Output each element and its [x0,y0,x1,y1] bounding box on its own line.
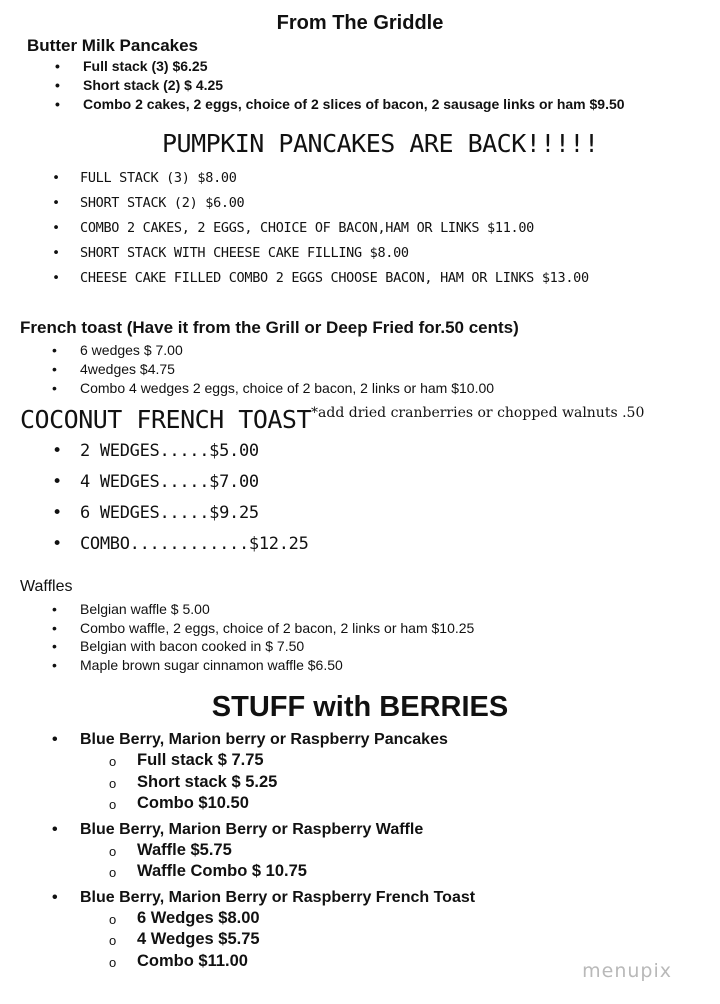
french-toast-list [52,341,495,398]
list-item: • Combo 4 wedges 2 eggs, choice of 2 bacon, 2 links or ham $10.00 [52,380,495,396]
bullet-icon: • [52,380,57,396]
circle-bullet-icon: o [109,754,117,769]
bullet-icon: • [52,441,62,461]
list-item: • Combo 2 cakes, 2 eggs, choice of 2 slices of bacon, 2 sausage links or ham $9.50 [55,96,625,112]
bullet-icon: • [52,170,60,186]
bullet-icon: • [52,888,58,906]
bullet-icon: • [52,361,57,377]
list-item: o 6 Wedges $8.00 [137,908,475,930]
coconut-note: *add dried cranberries or chopped walnuts .50 [311,405,645,421]
list-item: o Combo $10.50 [137,793,475,815]
list-item: • Belgian waffle $ 5.00 [52,601,210,617]
list-item: • Belgian with bacon cooked in $ 7.50 [52,638,305,654]
list-item: o Short stack $ 5.25 [137,772,475,794]
list-item: • SHORT STACK WITH CHEESE CAKE FILLING $8.00 [80,241,589,266]
bullet-icon: • [52,820,58,838]
bullet-icon: • [52,245,60,261]
berries-heading: STUFF with BERRIES [211,691,509,723]
list-item: o Waffle $5.75 [137,840,475,862]
list-item: o Waffle Combo $ 10.75 [137,861,475,883]
bullet-icon: • [52,342,57,358]
bullet-icon: • [55,77,60,93]
list-item: o Combo $11.00 [137,951,475,973]
buttermilk-list [55,57,625,114]
circle-bullet-icon: o [109,933,117,948]
watermark-logo: menupix [582,960,672,982]
bullet-icon: • [55,96,60,112]
bullet-icon: • [52,220,60,236]
bullet-icon: • [52,638,57,654]
list-item: • Maple brown sugar cinnamon waffle $6.50 [52,656,343,673]
berry-group [52,729,475,815]
page-title: From The Griddle [276,12,444,34]
bullet-icon: • [52,195,60,211]
berry-group [52,887,476,973]
buttermilk-heading: Butter Milk Pancakes [27,36,199,55]
berries-list [52,729,476,972]
bullet-icon: • [52,270,60,286]
circle-bullet-icon: o [109,775,117,791]
berry-options [80,750,475,815]
coconut-list [52,436,309,560]
pumpkin-heading: PUMPKIN PANCAKES ARE BACK!!!!! [162,129,599,158]
list-item: • Short stack (2) $ 4.25 [55,77,224,93]
bullet-icon: • [52,656,57,673]
coconut-heading [20,405,644,434]
list-item: • 4wedges $4.75 [52,361,175,377]
bullet-icon: • [52,534,62,554]
circle-bullet-icon: o [109,954,117,970]
list-item: • COMBO............$12.25 [80,529,309,560]
list-item: • 6 wedges $ 7.00 [52,342,183,358]
list-item: • SHORT STACK (2) $6.00 [80,191,589,216]
circle-bullet-icon: o [109,797,117,812]
bullet-icon: • [52,601,57,617]
berry-options [80,908,475,973]
bullet-icon: • [55,58,60,74]
list-item: • COMBO 2 CAKES, 2 EGGS, CHOICE OF BACON,HAM OR LINKS $11.00 [80,216,589,241]
waffles-heading: Waffles [20,578,73,595]
berry-options [80,840,475,883]
berry-group [52,819,475,883]
coconut-title: COCONUT FRENCH TOAST [20,405,312,434]
bullet-icon: • [52,472,62,492]
circle-bullet-icon: o [109,843,117,859]
list-item: o Full stack $ 7.75 [137,750,475,772]
berry-group-label: Blue Berry, Marion Berry or Raspberry French Toast [80,888,476,906]
list-item: • Full stack (3) $6.25 [55,58,208,74]
bullet-icon: • [52,619,57,636]
berry-group-label: Blue Berry, Marion Berry or Raspberry Waffle [80,820,424,838]
bullet-icon: • [52,731,58,748]
list-item: • 2 WEDGES.....$5.00 [80,436,309,467]
list-item: • 4 WEDGES.....$7.00 [80,467,309,498]
list-item: o 4 Wedges $5.75 [137,929,475,951]
list-item: • 6 WEDGES.....$9.25 [80,498,309,529]
list-item: • Combo waffle, 2 eggs, choice of 2 bacon, 2 links or ham $10.25 [52,619,475,636]
berry-group-label: Blue Berry, Marion berry or Raspberry Pancakes [80,731,448,748]
waffles-list [52,600,475,674]
bullet-icon: • [52,503,62,523]
list-item: • CHEESE CAKE FILLED COMBO 2 EGGS CHOOSE BACON, HAM OR LINKS $13.00 [80,266,589,291]
pumpkin-list [52,166,589,291]
circle-bullet-icon: o [109,865,117,880]
french-toast-heading: French toast (Have it from the Grill or Deep Fried for.50 cents) [20,318,519,337]
circle-bullet-icon: o [109,911,117,927]
list-item: • FULL STACK (3) $8.00 [80,166,589,191]
